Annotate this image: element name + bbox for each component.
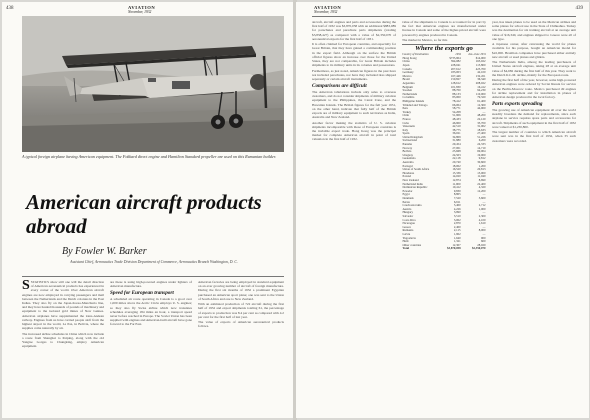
value-1931-cell: 11,040	[477, 174, 486, 179]
value-1931-cell: 2,300	[478, 213, 486, 218]
value-1931-cell: 61,400	[477, 98, 486, 103]
value-1931-cell: 48,200	[477, 113, 486, 118]
value-1931-cell: 12,200	[477, 188, 486, 193]
value-1932-cell: 38,775	[452, 127, 461, 132]
value-1932-cell: 88,133	[452, 91, 461, 96]
value-1932-cell: 207,612	[450, 66, 461, 71]
value-1932-cell: 2,870	[453, 221, 461, 226]
country-cell: Yugoslavia	[402, 235, 416, 240]
left-column-1	[22, 280, 104, 414]
value-1931-cell: 4,320	[478, 185, 486, 190]
value-1932-cell: 11,900	[452, 181, 461, 186]
country-cell: Cuba	[402, 120, 409, 125]
paragraph: Furthermore, as just noted, American figures in the past have not included parachutes, nor have they included tires shipped separately or certain aircraft instruments.	[312, 68, 396, 82]
country-cell: Honduras	[402, 170, 415, 175]
value-1932-cell: 12,307	[452, 242, 461, 247]
country-cell: Germany	[402, 70, 414, 75]
value-1932-cell: 25,668	[452, 149, 461, 154]
country-cell: Uruguay	[402, 152, 413, 157]
value-1931-cell: —	[482, 109, 486, 114]
drop-cap-s: S	[22, 280, 30, 293]
country-cell: Brazil	[402, 77, 410, 82]
country-cell: Persia	[402, 199, 410, 204]
value-1932-cell: 10,412	[452, 185, 461, 190]
value-1931-cell: 3,600	[478, 195, 486, 200]
value-1932-cell: 78,412	[452, 98, 461, 103]
value-1931-cell: 22,400	[477, 181, 486, 186]
value-1931-cell: 18,633	[477, 127, 486, 132]
value-1931-cell: 20,813	[477, 167, 486, 172]
value-1932-cell: 15,336	[452, 170, 461, 175]
value-1932-cell: $3,870,058	[447, 246, 461, 251]
value-1931-cell: 33,700	[477, 120, 486, 125]
article-byline: By Fowler W. Barker	[62, 246, 147, 257]
value-1932-cell: 5,400	[453, 203, 461, 208]
value-1931-cell: 6,200	[478, 138, 486, 143]
value-1931-cell: 30,600	[477, 160, 486, 165]
value-1932-cell: 54,208	[452, 109, 461, 114]
value-1931-cell: 12,300	[477, 102, 486, 107]
value-1932-cell: 2,400	[453, 224, 461, 229]
value-1932-cell: 51,906	[452, 113, 461, 118]
country-cell: Rumania	[402, 228, 414, 233]
country-cell: Other countries	[402, 242, 422, 247]
country-cell: Belgium	[402, 84, 413, 89]
biplane-illustration	[22, 16, 284, 152]
paragraph: The value of exports of American aeronautical products follows.	[198, 320, 284, 329]
value-1932-cell: 1,321	[453, 239, 461, 244]
header-date: November, 1932	[314, 10, 338, 14]
exports-table	[402, 53, 486, 250]
section-heading: Parts exports spreading	[492, 100, 543, 107]
header-date: November, 1932	[128, 10, 152, 14]
paragraph: The increased airline schedules in China which now include a route from Shanghai to Peiping, along with the old Yangtse Gorges to Chungking, employ American equipment.	[22, 331, 104, 349]
value-1932-cell: 128,612	[450, 80, 461, 85]
value-1932-cell: 1,902	[453, 231, 461, 236]
country-cell: Mexico	[402, 73, 412, 78]
country-cell: Nicaragua	[402, 221, 415, 226]
value-1932-cell: 1,640	[453, 235, 461, 240]
country-cell: Salvador	[402, 213, 414, 218]
photo-caption: A typical foreign airplane having American equipment. The Fokkard direct engine and Hamilton Standard propeller are used on this Rumanian builder.	[22, 154, 277, 159]
right-page	[296, 2, 589, 418]
value-1932-cell: 3,510	[453, 213, 461, 218]
value-1932-cell: 101,830	[450, 84, 461, 89]
value-1931-cell: 900	[481, 235, 486, 240]
country-cell: Total	[402, 246, 410, 251]
value-1931-cell: —	[482, 210, 486, 215]
value-1932-cell: 27,001	[452, 145, 461, 150]
country-cell: Australia	[402, 160, 414, 165]
value-1932-cell: 3,002	[453, 217, 461, 222]
country-cell: Venezuela	[402, 124, 415, 129]
table-total-row	[402, 247, 486, 251]
value-1931-cell: $14,000	[475, 55, 486, 60]
paragraph: The largest number of countries to which American aircraft were sent was in the first half of 1932, when 35 such customers were recorded.	[492, 130, 576, 143]
section-heading: Speed for European transport	[110, 289, 174, 296]
value-1932-cell: 183,003	[450, 70, 461, 75]
paragraph: The market in Mexico, so far this	[402, 38, 448, 42]
value-1932-cell: 36,021	[452, 131, 461, 136]
title-divider	[22, 276, 284, 277]
column-header: Country of Destination	[402, 52, 429, 57]
country-cell: Turkey	[402, 109, 412, 114]
paragraph: aircraft, aircraft engines and parts and accessories during the first half of 1932 was $3,870,058 with an additional $883,089 for parachutes and parachute parts shipments (totaling $3,838,427) as compared with a value of $2,350,070 of aeronautical exports for the first half of 1931.	[312, 20, 396, 41]
paragraph: are these is using high-powered engines under lighters of American manufacture.	[110, 280, 192, 289]
value-1932-cell: 34,809	[452, 134, 461, 139]
paragraph: During the first half of the year, however, some high-powered American engines were ordered by Soviet Russia for service on the Berlin-Moscow route. Mexico purchased 49 engines for airline replacement and for installation in planes of American design produced in the local factory.	[492, 78, 576, 100]
section-heading: Comparisons are difficult	[312, 82, 367, 89]
country-cell: Japan	[402, 63, 410, 67]
country-cell: Switzerland	[402, 138, 417, 143]
paragraph: It is often claimed for European countries, and especially for Great Britain, that they have gained a commanding position in the export field. Although on the surface the British official figures show an increase over those for the United States, they are not comparable, for Great Britain includes shipments to its military units in its colonies and possessions.	[312, 42, 396, 68]
value-1931-cell: —	[482, 224, 486, 229]
country-cell: Norway	[402, 145, 413, 150]
value-1931-cell: 44,900	[477, 106, 486, 111]
value-1931-cell: 69,004	[477, 149, 486, 154]
value-1931-cell: 19,000	[477, 152, 486, 157]
value-1932-cell: $735,904	[449, 55, 461, 60]
country-cell: Haiti	[402, 239, 409, 244]
country-cell: Panama	[402, 142, 412, 147]
value-1931-cell: 113,800	[475, 63, 486, 67]
value-1932-cell: 6,911	[453, 199, 461, 204]
value-1932-cell: 7,520	[453, 195, 461, 200]
value-1931-cell: 36,340	[477, 77, 486, 82]
country-cell: Philippine Islands	[402, 98, 425, 103]
country-cell: United Kingdom	[402, 134, 423, 139]
value-1932-cell: 8,805	[453, 192, 461, 197]
value-1931-cell: 8,000	[478, 228, 486, 233]
value-1931-cell: 9,812	[478, 156, 486, 161]
value-1932-cell: 2,115	[453, 228, 461, 233]
country-cell: Latvia	[402, 231, 411, 236]
country-cell: New Zealand	[402, 178, 419, 182]
paragraph: value of the shipments to Canada is accounted for in part by the fact that American engines are manufactured under license in Canada and some of the higher-priced aircraft were powered by engines produced in Canada.	[402, 20, 486, 37]
paragraph: A Japanese owner, after canvassing the world for planes available for his purpose, bought an American model for $22,000. Brazilian companies have purchased either entirely new aircraft or used planes and gliders.	[492, 42, 576, 59]
country-cell: Peru	[402, 106, 408, 111]
value-1932-cell: 18,002	[452, 163, 461, 168]
right-column-3	[492, 20, 576, 414]
country-cell: China	[402, 59, 410, 64]
country-cell: Colombia	[402, 95, 415, 100]
value-1932-cell: 4,226	[453, 206, 461, 211]
value-1932-cell: 20,740	[452, 160, 461, 165]
header-rule	[312, 16, 576, 17]
value-1931-cell: 600	[481, 239, 486, 244]
country-cell: Denmark	[402, 195, 414, 200]
country-cell: Netherland India	[402, 181, 423, 186]
paragraph: With an estimated production of 722 aircraft during the first half of 1932 and export shipments totaling 61, the percentage of exports to production was 8.4 per cent as compared with 4.2 per cent for the first half of last year.	[198, 302, 284, 319]
value-1932-cell: 16,520	[452, 167, 461, 172]
value-1932-cell: 46,900	[452, 120, 461, 125]
country-cell: Spain	[402, 131, 410, 136]
value-1931-cell: —	[482, 231, 486, 236]
country-cell: Hungary	[402, 210, 413, 215]
country-cell: France	[402, 116, 411, 121]
country-cell: Trinidad and Tobago	[402, 102, 428, 107]
country-cell: Union of South Africa	[402, 167, 430, 172]
value-1932-cell: 88,700	[452, 88, 461, 93]
value-1932-cell: 3,990	[453, 210, 461, 215]
opening-paragraph: SSTATISTICS show still one will the detail direction of American aeronautical products has experienced in every corner of the world. Over American aircraft engines are now employed in carrying passengers and mail between the Netherlands and the Dutch colonies in the East Indies. They also fly on the Japan-Korea-Manchuria line, and they have hauled thousands of pounds of machinery and equipment to the isolated gold mines of New Guinea. American airplanes have supplemented the trans-Andean railway. Engines from us have carried people aloft from the highest airport in the world, La Paz, in Bolivia, where the supplies come naturally by air.	[22, 280, 104, 331]
country-cell: Czechoslovakia	[402, 203, 422, 208]
value-1931-cell: 31,002	[477, 124, 486, 129]
value-1932-cell: 83,000	[452, 95, 461, 100]
country-cell: Bolivia	[402, 149, 412, 154]
running-header	[314, 5, 341, 15]
value-1932-cell: 31,880	[452, 138, 461, 143]
value-1931-cell: 94,230	[477, 88, 486, 93]
left-column-3	[198, 280, 284, 414]
value-1931-cell: $2,350,070	[472, 246, 486, 251]
value-1931-cell: 4,100	[478, 217, 486, 222]
article-title: American aircraft products abroad	[26, 190, 262, 238]
country-cell: Hong Kong	[402, 55, 417, 60]
exports-table-body	[402, 57, 486, 251]
header-title: AVIATION	[128, 5, 156, 10]
value-1932-cell: 9,830	[453, 188, 461, 193]
paragraph: The growing use of American equipment all over the world steadily broadens the demand for replacements, since each airplane in service requires spare parts and accessories for aircraft. Shipments of such equipment in the first half of 1932 were valued at $1,230,800.	[492, 107, 576, 129]
value-1931-cell: 24,333	[477, 142, 486, 147]
value-1932-cell: 167,446	[450, 73, 461, 78]
column-header: Jan.-June 1931	[468, 52, 486, 57]
value-1932-cell: 24,503	[452, 152, 461, 157]
paragraph: The Netherlands India, among the leading purchasers of United States aircraft engines, taking 28 at an average unit value of $4,682 during the first half of this year. They went to the Dutch K.L.M. airline, mainly for the European route.	[492, 60, 576, 77]
value-1932-cell: 42,510	[452, 124, 461, 129]
page-number: 438	[6, 6, 14, 11]
value-1931-cell: 14,710	[477, 145, 486, 150]
value-1932-cell: 14,020	[452, 174, 461, 179]
country-cell: Greece	[402, 224, 411, 229]
country-cell: Austria	[402, 206, 412, 211]
country-cell: Canada	[402, 66, 412, 71]
value-1932-cell: 66,004	[452, 102, 461, 107]
country-cell: Dominican Republic	[402, 185, 428, 190]
paragraph: American factories are being employed in standard equipment on an ever growing number of aircraft of foreign manufacture. During the first six months of 1932 a prominent Egyptian purchased an American sport plane; one was sent to the Union of South Africa and one to New Zealand.	[198, 280, 284, 301]
paragraph: year, has taken planes to be used on the Mexican airlines and some planes for school use in the State of Chihuahua. Turkey was the destination for six training aircraft at an average unit value of $16,340, and engines shipped to Greece were all of one type.	[492, 20, 576, 41]
running-header	[128, 5, 155, 15]
value-1931-cell: 27,400	[477, 131, 486, 136]
paragraph: The American tabulations include only sales to overseas customers, and do not consider shipments of military aviation equipment to the Philippines, the Canal Zone, and the Hawaiian Islands. The British figures for the full year 1931, on the other hand, indicate that fully half of the British exports are of military equipment to such territories as India, Australia and New Zealand.	[312, 89, 396, 120]
value-1932-cell: 150,827	[450, 77, 461, 82]
value-1932-cell: 394,082	[450, 59, 461, 64]
value-1931-cell: —	[482, 199, 486, 204]
country-cell: Sweden	[402, 88, 412, 93]
value-1931-cell: 1,000	[478, 206, 486, 211]
value-1931-cell: 42,100	[477, 70, 486, 75]
value-1931-cell: 13,000	[477, 170, 486, 175]
country-cell: Argentina	[402, 80, 415, 85]
value-1931-cell: 51,226	[477, 134, 486, 139]
value-1931-cell: 8,690	[478, 178, 486, 182]
value-1931-cell: 208,022	[475, 80, 486, 85]
value-1932-cell: 228,041	[450, 63, 461, 67]
country-cell: Costa Rica	[402, 217, 416, 222]
author-affiliation: Assistant Chief, Aeronautics Trade Division Department of Commerce, Aeronautics Branch Washington, D. C.	[70, 260, 238, 264]
value-1931-cell: 79,320	[477, 95, 486, 100]
value-1931-cell: 2,712	[478, 203, 486, 208]
value-1932-cell: 48,433	[452, 116, 461, 121]
paragraph: Another factor making the statistics of U. S. aviation shipments incomparable with those of European countries is the invisible export trade. Hong Kong was the principal market for complete American aircraft in point of total valuation in the first half of 1932.	[312, 120, 396, 142]
value-1932-cell: 58,771	[452, 106, 461, 111]
country-cell: Guatemala	[402, 156, 416, 161]
value-1931-cell: —	[482, 192, 486, 197]
country-cell: Ecuador	[402, 188, 413, 193]
country-cell: Netherlands	[402, 91, 417, 96]
right-column-2	[402, 20, 486, 414]
value-1931-cell: 1,200	[478, 163, 486, 168]
left-column-2	[110, 280, 192, 414]
column-header: 1932	[455, 52, 462, 57]
page-number: 439	[575, 6, 583, 11]
paragraph: A scheduled air route operating in Canada is a good over 1,000 miles above the Arctic Circle employs U. S. engines; so they also fly Swiss airline which now translates schedules averaging 184 miles an hour, a transport speed never before reached in Europe. The Soviet Union has been supplied with engines and American-built aircraft have gone forward to the Far East.	[110, 297, 192, 327]
value-1932-cell: 29,454	[452, 142, 461, 147]
country-cell: Egypt	[402, 192, 410, 197]
country-cell: Poland	[402, 174, 411, 179]
biplane-photo	[22, 16, 284, 152]
value-1931-cell: 132,451	[475, 73, 486, 78]
country-cell: Italy	[402, 127, 408, 132]
left-page	[2, 2, 295, 418]
country-cell: Chile	[402, 113, 409, 118]
value-1931-cell: 110,000	[475, 91, 486, 96]
right-column-1	[312, 20, 396, 414]
value-1931-cell: 1,610	[478, 221, 486, 226]
value-1932-cell: 22,118	[452, 156, 461, 161]
header-title: AVIATION	[314, 5, 342, 10]
value-1931-cell: 28,020	[477, 242, 486, 247]
value-1931-cell: 22,120	[477, 116, 486, 121]
value-1931-cell: 16,412	[477, 84, 486, 89]
country-cell: Portugal	[402, 163, 413, 168]
value-1931-cell: 425,700	[475, 66, 486, 71]
value-1931-cell: 163,022	[475, 59, 486, 64]
value-1932-cell: 12,874	[452, 178, 461, 182]
exports-table-title: Where the exports go	[415, 45, 473, 53]
